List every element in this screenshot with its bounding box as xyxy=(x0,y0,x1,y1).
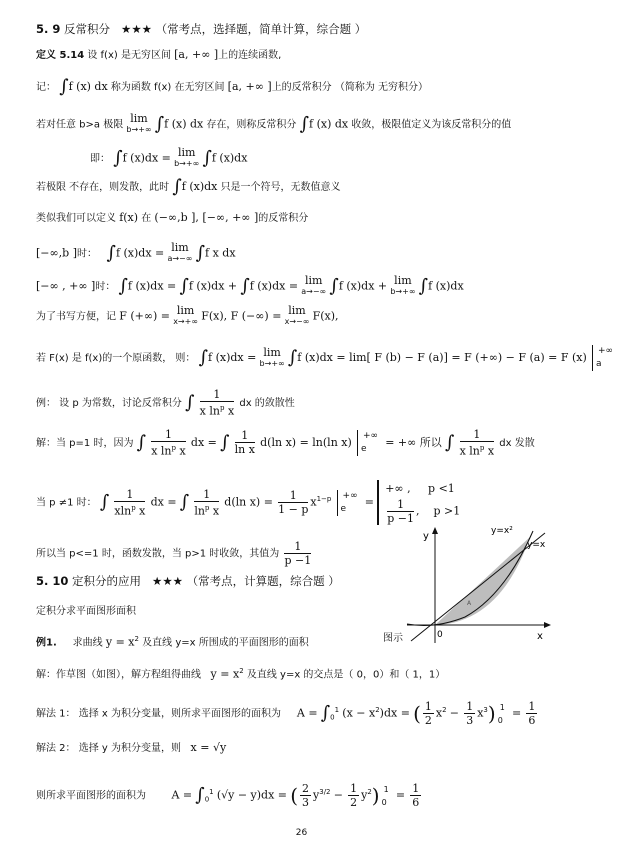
definition-formula xyxy=(90,148,247,169)
section-5-9-heading xyxy=(36,22,366,36)
notation-f-limits xyxy=(36,306,339,327)
integral-sign: ∫ xyxy=(198,347,209,368)
text: 解：当 p=1 时，因为 xyxy=(36,437,134,449)
lim-subscript: a→−∞ xyxy=(167,254,193,263)
label: 时： xyxy=(95,281,116,293)
interval: [−∞,b ] xyxy=(36,246,77,260)
rhs: f x dx xyxy=(205,246,236,260)
numerator: 1 xyxy=(412,782,420,795)
expr: (√y − y)dx = xyxy=(216,788,288,802)
text: 存在，则称反常积分 xyxy=(206,119,297,131)
numerator: 1 xyxy=(278,489,308,503)
limit xyxy=(259,345,285,369)
fraction xyxy=(151,428,186,458)
expr: F(x), F (−∞) = xyxy=(201,309,282,323)
text: 解法 1： 选择 x 为积分变量，则所求平面图形的面积为 xyxy=(36,708,281,720)
lim-label: lim xyxy=(394,274,412,287)
term: f (x)dx = lim[ F (b) − F (a)] = F (+∞) − F (a) = F (x) xyxy=(297,351,587,364)
integral-sign: ∫ xyxy=(99,491,110,513)
text-tail: dx 发散 xyxy=(499,437,535,449)
case-1 xyxy=(385,480,460,498)
text: 解：作草图（如图），解方程组得曲线 xyxy=(36,669,201,681)
exponent: 3 xyxy=(483,706,488,715)
example-statement xyxy=(36,388,295,418)
intervals: (−∞,b ], [−∞, +∞ ] xyxy=(154,211,259,224)
fraction xyxy=(423,700,434,727)
y-axis-arrow xyxy=(432,527,438,534)
evaluation-bar xyxy=(337,490,360,516)
text: 称为函数 f(x) 在无穷区间 xyxy=(110,82,225,93)
exponent: 3/2 xyxy=(319,788,331,797)
lim-subscript: b→+∞ xyxy=(259,358,285,368)
integral-sign: ∫ xyxy=(195,242,206,264)
integral-sign: ∫ xyxy=(418,275,429,297)
rhs: f (x)dx xyxy=(211,151,248,165)
lower-limit: e xyxy=(340,503,347,514)
text-tail: 上的反常积分 （简称为 无穷积分） xyxy=(271,82,429,93)
lower-limit: 0 xyxy=(330,713,335,722)
limit xyxy=(126,114,151,135)
variable: x xyxy=(435,706,443,720)
minus: − xyxy=(333,788,343,802)
result: = +∞ 所以 xyxy=(385,435,442,449)
conclusion xyxy=(36,540,313,567)
close-paren: ) xyxy=(487,701,496,726)
text: 为了书写方便，记 xyxy=(36,311,116,323)
term: f (x)dx = xyxy=(127,279,177,293)
limit xyxy=(285,306,310,327)
section-title: 反常积分 xyxy=(64,22,111,36)
integral-sign: ∫ xyxy=(179,275,189,297)
evaluation-bar xyxy=(357,430,380,456)
term: f (x)dx + xyxy=(338,279,388,293)
region-label: A xyxy=(467,600,472,607)
text-tail: 及直线 y=x 所围成的平面图形的面积 xyxy=(142,637,309,649)
upper-limit: 1 xyxy=(383,784,389,794)
fraction xyxy=(284,540,311,567)
lower-limit: 0 xyxy=(204,795,210,804)
equals: = xyxy=(511,706,522,720)
lim-label: lim xyxy=(176,304,195,317)
divergence-note xyxy=(36,176,341,197)
exponent: p xyxy=(479,444,485,452)
close-paren: ) xyxy=(371,783,380,808)
den-base: ln xyxy=(194,504,205,518)
den-tail: x xyxy=(484,444,495,458)
expr: d(ln x) = xyxy=(224,495,273,509)
upper-limit: 1 xyxy=(209,788,214,797)
numerator: 1 xyxy=(528,700,536,713)
lim-subscript: x→+∞ xyxy=(173,317,198,326)
expr: A = xyxy=(296,706,318,720)
lim-subscript: b→+∞ xyxy=(390,287,416,296)
integral-sign: ∫ xyxy=(59,76,69,97)
numerator: 1 xyxy=(114,488,145,502)
case-value: +∞ , xyxy=(385,482,411,495)
curve: y = x xyxy=(210,667,240,681)
denominator: 6 xyxy=(412,796,420,809)
integral-sign: ∫ xyxy=(329,275,339,297)
solution-intersections xyxy=(36,664,445,682)
integral-expression: f (x)dx xyxy=(181,180,218,193)
integral-expression: f (x) dx xyxy=(164,117,204,131)
lhs: f (x)dx = xyxy=(115,246,165,260)
exponent: 2 xyxy=(367,788,372,797)
origin-label: 0 xyxy=(437,630,443,640)
integral-expression: f (x) dx xyxy=(68,80,108,93)
text-tail: 收敛，极限值定义为该反常积分的值 xyxy=(351,119,512,131)
exponent: 2 xyxy=(134,635,139,643)
variable: y xyxy=(361,788,368,802)
variable: x xyxy=(310,495,317,509)
piecewise-result xyxy=(377,480,460,525)
evaluation-limits xyxy=(382,783,391,809)
curve-label-line: y=x xyxy=(527,540,546,550)
expr: F (+∞) = xyxy=(119,309,170,323)
integral-sign: ∫ xyxy=(106,242,116,264)
expr: F(x), xyxy=(312,309,339,323)
fraction xyxy=(200,388,235,418)
fraction xyxy=(278,489,308,516)
exponent: 2 xyxy=(239,667,244,675)
text: 解法 2： 选择 y 为积分变量，则 xyxy=(36,743,181,754)
text-tail: 只是一个符号，无数值意义 xyxy=(220,182,341,193)
lim-label: lim xyxy=(177,146,196,159)
y-axis-label: y xyxy=(423,531,429,542)
method-2 xyxy=(36,741,226,756)
integral-sign: ∫ xyxy=(113,147,123,169)
text: 当 p ≠1 时： xyxy=(36,497,97,509)
upper-limit: +∞ xyxy=(342,490,358,501)
lower-limit: a xyxy=(595,359,602,369)
den-tail: x xyxy=(176,444,186,458)
difficulty-stars: ★★★ xyxy=(121,22,152,36)
lim-subscript: b→+∞ xyxy=(126,125,152,134)
numerator: 1 xyxy=(235,429,255,443)
notation-line xyxy=(36,76,429,97)
den-base: x ln xyxy=(199,404,220,418)
integral-sign: ∫ xyxy=(202,147,212,169)
numerator: 1 xyxy=(151,428,186,442)
integral-sign: ∫ xyxy=(444,431,455,453)
method-2-area xyxy=(36,782,423,809)
open-paren: ( xyxy=(413,701,421,726)
lhs: f (x)dx = xyxy=(122,151,171,165)
den-tail: x xyxy=(135,504,146,518)
solution-p-not-1 xyxy=(36,480,460,525)
lower-limit: 0 xyxy=(497,715,503,725)
section-title: 定积分的应用 xyxy=(72,574,142,588)
numerator: 1 xyxy=(194,488,219,502)
section-tags: （常考点，选择题，简单计算，综合题 ） xyxy=(155,22,367,36)
integral-sign: ∫ xyxy=(320,702,331,724)
label: 时： xyxy=(77,248,97,260)
equals: = xyxy=(395,788,406,802)
upper-limit: +∞ xyxy=(597,346,613,356)
example-1 xyxy=(36,632,309,650)
denominator: ln x xyxy=(234,443,255,457)
exponent: p xyxy=(204,503,210,512)
section-number: 5. 9 xyxy=(36,22,61,36)
text: 若对任意 b>a 极限 xyxy=(36,119,124,131)
newton-leibniz-line xyxy=(36,345,617,371)
text: 例： 设 p 为常数，讨论反常积分 xyxy=(36,397,182,409)
evaluation-limits xyxy=(498,701,507,727)
interval: [a, +∞ ] xyxy=(227,80,272,93)
integral-sign: ∫ xyxy=(172,176,182,197)
upper-limit: 1 xyxy=(334,706,340,715)
x-axis-label: x xyxy=(537,631,543,642)
limit xyxy=(173,306,198,327)
convergence-definition xyxy=(36,114,511,135)
text: 类似我们可以定义 xyxy=(36,213,116,224)
fraction xyxy=(114,488,145,518)
exponent: p xyxy=(171,444,177,452)
expr: dx = xyxy=(150,495,177,509)
text-tail: 的反常积分 xyxy=(258,213,309,224)
text: 求曲线 xyxy=(72,637,103,649)
term: f (x)dx xyxy=(428,279,464,293)
den-tail: x xyxy=(224,404,235,418)
integral-sign: ∫ xyxy=(185,391,195,413)
expr: dx = xyxy=(190,435,217,449)
case-left-infinite xyxy=(36,243,236,264)
text: 若 F(x) 是 f(x)的一个原函数， 则： xyxy=(36,353,196,364)
lim-label: lim xyxy=(288,304,306,317)
numerator: 1 xyxy=(424,700,432,713)
integral-sign: ∫ xyxy=(195,784,205,806)
interval: [a, +∞ ] xyxy=(174,48,219,61)
lim-label: lim xyxy=(130,112,148,125)
open-paren: ( xyxy=(290,783,299,808)
function: f(x) xyxy=(119,211,139,224)
expr: (x − x xyxy=(342,706,376,720)
integral-sign: ∫ xyxy=(154,113,165,135)
fraction xyxy=(348,782,359,809)
variable: y xyxy=(313,788,320,802)
case-condition: p <1 xyxy=(428,482,455,495)
integral-sign: ∫ xyxy=(118,275,128,297)
den-tail: x xyxy=(209,504,220,518)
x-axis-arrow xyxy=(544,622,551,628)
denominator: p −1 xyxy=(387,512,414,525)
term: f (x)dx = xyxy=(208,351,257,364)
den-base: x ln xyxy=(151,444,172,458)
section-number: 5. 10 xyxy=(36,574,69,588)
lim-label: lim xyxy=(171,241,189,254)
fraction xyxy=(300,782,311,809)
denominator: 2 xyxy=(424,714,432,727)
section-5-10-heading xyxy=(36,574,340,588)
page-number: 26 xyxy=(295,828,308,838)
integral-sign: ∫ xyxy=(136,431,147,453)
exponent: 2 xyxy=(375,706,380,715)
denominator xyxy=(194,502,219,518)
numerator: 1 xyxy=(350,782,358,795)
definition-text: 设 f(x) 是无穷区间 xyxy=(87,50,171,61)
denominator xyxy=(200,402,235,418)
integral-sign: ∫ xyxy=(240,275,250,297)
expr: )dx = xyxy=(379,706,410,720)
numerator: 1 xyxy=(466,700,474,713)
text: 在 xyxy=(141,213,152,224)
denominator xyxy=(151,442,186,458)
integral-sign: ∫ xyxy=(179,491,190,513)
area-figure xyxy=(405,525,555,645)
numerator: 1 xyxy=(284,540,311,554)
evaluation-bar xyxy=(592,345,615,371)
lower-limit: 0 xyxy=(381,797,387,807)
limit xyxy=(390,276,415,297)
term: f (x)dx + xyxy=(188,279,238,293)
interval: [−∞ , +∞ ] xyxy=(36,279,96,293)
fraction xyxy=(526,700,537,727)
den-base: x ln xyxy=(459,444,480,458)
denominator: p −1 xyxy=(284,554,312,567)
subsection-title: 定积分求平面图形面积 xyxy=(36,606,136,617)
denominator xyxy=(460,442,495,458)
difficulty-stars: ★★★ xyxy=(152,574,183,588)
fraction xyxy=(387,498,414,525)
upper-limit: 1 xyxy=(499,702,505,712)
limit xyxy=(167,243,192,264)
integral-sign: ∫ xyxy=(287,347,298,368)
variable: x xyxy=(477,706,484,720)
denominator: 3 xyxy=(302,796,310,809)
limit xyxy=(174,148,199,169)
limit xyxy=(301,276,326,297)
case-both-infinite xyxy=(36,276,464,297)
fraction xyxy=(410,782,421,809)
similar-definition xyxy=(36,211,308,226)
text: 所以当 p<=1 时，函数发散，当 p>1 时收敛，其值为 xyxy=(36,548,280,560)
den-base: xln xyxy=(114,504,132,518)
method-1 xyxy=(36,700,539,727)
expr: d(ln x) = ln(ln x) xyxy=(260,435,352,449)
definition-label: 定义 5.14 xyxy=(36,50,85,61)
lim-subscript: b→+∞ xyxy=(174,159,200,168)
denominator: 2 xyxy=(350,796,358,809)
curve-label-parabola: y=x² xyxy=(491,526,513,536)
expr: x = √y xyxy=(190,741,227,754)
case-2 xyxy=(385,498,460,525)
fraction xyxy=(460,428,495,458)
definition-5-14 xyxy=(36,48,281,63)
text: 则所求平面图形的面积为 xyxy=(36,790,146,802)
numerator: 2 xyxy=(302,782,310,795)
case-condition: p >1 xyxy=(433,504,461,518)
lower-limit: e xyxy=(360,443,367,454)
integral-expression: f (x) dx xyxy=(309,117,349,131)
denominator xyxy=(114,502,145,518)
term: f (x)dx = xyxy=(249,279,299,293)
text: 若极限 不存在，则发散，此时 xyxy=(36,182,170,193)
curve: y = x xyxy=(105,635,135,649)
solution-p-equals-1 xyxy=(36,428,535,458)
section-tags: （常考点，计算题，综合题 ） xyxy=(186,574,340,588)
denominator: 1 − p xyxy=(278,503,309,516)
lim-subscript: x→−∞ xyxy=(284,317,310,326)
lim-label: lim xyxy=(263,345,281,359)
lim-label: lim xyxy=(305,274,323,287)
minus: − xyxy=(449,706,460,720)
denominator: 6 xyxy=(528,714,536,727)
text-tail: dx 的敛散性 xyxy=(239,397,295,409)
example-label: 例1. xyxy=(36,637,57,649)
exponent: 1−p xyxy=(316,495,332,504)
numerator: 1 xyxy=(460,428,495,442)
numerator: 1 xyxy=(387,498,414,512)
label: 记： xyxy=(36,82,56,93)
upper-limit: +∞ xyxy=(362,430,379,441)
definition-text-tail: 上的连续函数, xyxy=(218,50,282,61)
numerator: 1 xyxy=(200,388,235,402)
exponent: p xyxy=(219,404,225,412)
text-tail: 及直线 y=x 的交点是（ 0，0）和（ 1，1） xyxy=(246,669,446,681)
comma: , xyxy=(415,504,420,518)
exponent: p xyxy=(131,503,136,512)
equals: = xyxy=(364,495,374,509)
figure-label: 图示 xyxy=(383,633,403,644)
exponent: 2 xyxy=(442,706,447,715)
fraction xyxy=(194,488,219,518)
expr: A = xyxy=(171,788,193,802)
denominator: 3 xyxy=(466,714,474,727)
label: 即： xyxy=(90,153,110,165)
integral-sign: ∫ xyxy=(299,113,310,135)
integral-sign: ∫ xyxy=(220,431,230,453)
shaded-region xyxy=(435,537,530,625)
fraction xyxy=(464,700,475,727)
fraction xyxy=(235,429,255,456)
lim-subscript: a→−∞ xyxy=(301,287,327,296)
